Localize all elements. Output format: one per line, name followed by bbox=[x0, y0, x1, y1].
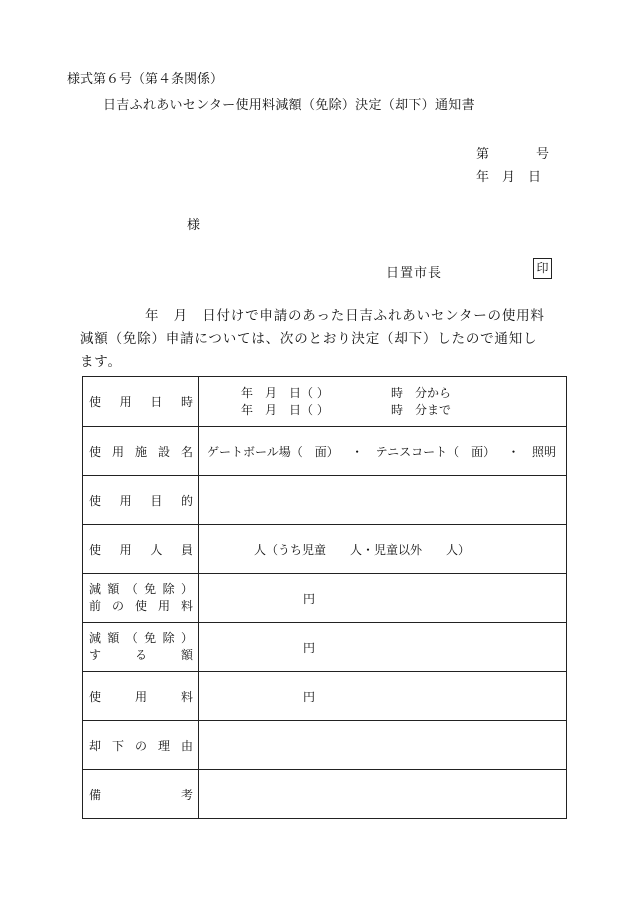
body-line-1: 年 月 日付けで申請のあった日吉ふれあいセンターの使用料 bbox=[145, 308, 545, 324]
facility-lighting[interactable]: 照明 bbox=[531, 444, 556, 459]
label-purpose bbox=[83, 476, 199, 525]
label-char: 用 bbox=[119, 395, 132, 409]
row-usage-datetime bbox=[83, 377, 567, 427]
row-reduction bbox=[83, 623, 567, 672]
label-char: 額 bbox=[180, 648, 193, 662]
label-char: 理 bbox=[157, 738, 170, 753]
label-char: 使 bbox=[89, 689, 102, 704]
label-char: 目 bbox=[150, 493, 163, 508]
label-char: 使 bbox=[89, 542, 102, 557]
label-char: 備 bbox=[89, 787, 102, 802]
label-people bbox=[83, 525, 199, 574]
label-char: ） bbox=[180, 582, 193, 596]
document-number-label: 第 bbox=[476, 147, 490, 162]
row-facility bbox=[83, 427, 567, 476]
document-number-suffix: 号 bbox=[536, 147, 550, 162]
label-char: 名 bbox=[180, 444, 193, 459]
notice-table bbox=[82, 376, 567, 819]
label-char: 使 bbox=[134, 599, 147, 613]
label-char: 却 bbox=[89, 738, 102, 753]
value-purpose[interactable] bbox=[199, 476, 567, 525]
fee-yen: 円 bbox=[303, 689, 316, 704]
spread-text bbox=[89, 688, 193, 705]
label-remarks bbox=[83, 770, 199, 819]
value-fee[interactable] bbox=[199, 672, 567, 721]
value-usage-datetime[interactable] bbox=[199, 377, 567, 427]
label-fee bbox=[83, 672, 199, 721]
spread-text bbox=[89, 786, 193, 803]
label-char: 額 bbox=[107, 582, 120, 596]
label-char: 日 bbox=[150, 395, 163, 409]
label-char: 減 bbox=[89, 631, 102, 645]
label-char: す bbox=[89, 648, 102, 662]
row-pre-fee bbox=[83, 574, 567, 623]
notice-body bbox=[80, 305, 566, 374]
row-purpose bbox=[83, 476, 567, 525]
label-char: の bbox=[111, 599, 124, 613]
reduction-yen: 円 bbox=[303, 640, 316, 655]
label-char: 用 bbox=[111, 444, 124, 459]
label-pre-fee bbox=[83, 574, 199, 623]
label-char: 的 bbox=[180, 493, 193, 508]
label-char: 使 bbox=[89, 444, 102, 459]
row-rejection-reason bbox=[83, 721, 567, 770]
spread-text bbox=[89, 393, 193, 410]
label-char: 人 bbox=[150, 542, 163, 557]
label-char: 用 bbox=[119, 493, 132, 508]
label-rejection-reason bbox=[83, 721, 199, 770]
usage-start-date: 年 月 日（ ） bbox=[241, 385, 329, 400]
label-char: 員 bbox=[180, 542, 193, 557]
label-char: 免 bbox=[144, 631, 157, 645]
label-usage-datetime bbox=[83, 377, 199, 427]
label-char: 額 bbox=[107, 631, 120, 645]
value-rejection-reason[interactable] bbox=[199, 721, 567, 770]
usage-end-time: 時 分まで bbox=[391, 402, 452, 417]
label-char: 除 bbox=[162, 631, 175, 645]
label-char: 減 bbox=[89, 582, 102, 596]
body-line-3: ます。 bbox=[80, 354, 122, 370]
label-char: 用 bbox=[157, 599, 170, 613]
spread-text bbox=[89, 647, 193, 664]
sender-title: 日置市長 bbox=[386, 266, 443, 281]
facility-gateball[interactable]: ゲートボール場（ 面） bbox=[207, 444, 339, 459]
issue-date: 年 月 日 bbox=[476, 170, 542, 185]
form-number: 様式第６号（第４条関係） bbox=[67, 72, 224, 87]
spread-text bbox=[89, 492, 193, 509]
spread-text bbox=[89, 581, 193, 598]
spread-text bbox=[89, 598, 193, 615]
value-facility[interactable] bbox=[199, 427, 567, 476]
label-char: る bbox=[134, 648, 147, 662]
label-reduction bbox=[83, 623, 199, 672]
row-fee bbox=[83, 672, 567, 721]
document-title: 日吉ふれあいセンター使用料減額（免除）決定（却下）通知書 bbox=[103, 98, 475, 113]
label-char: 下 bbox=[111, 738, 124, 753]
row-people bbox=[83, 525, 567, 574]
facility-tennis-court[interactable]: テニスコート（ 面） bbox=[375, 444, 496, 459]
label-char: 由 bbox=[180, 738, 193, 753]
value-pre-fee[interactable] bbox=[199, 574, 567, 623]
spread-text bbox=[89, 630, 193, 647]
label-char: 除 bbox=[162, 582, 175, 596]
spread-text bbox=[89, 541, 193, 558]
spread-text bbox=[89, 737, 193, 754]
value-reduction[interactable] bbox=[199, 623, 567, 672]
label-char: 時 bbox=[180, 395, 193, 409]
label-char: 用 bbox=[134, 689, 147, 704]
label-char: 使 bbox=[89, 493, 102, 508]
label-facility bbox=[83, 427, 199, 476]
seal-stamp: 印 bbox=[533, 258, 552, 279]
usage-end-date: 年 月 日（ ） bbox=[241, 402, 329, 417]
row-remarks bbox=[83, 770, 567, 819]
label-char: 用 bbox=[119, 542, 132, 557]
value-people[interactable] bbox=[199, 525, 567, 574]
label-char: （ bbox=[125, 631, 138, 645]
usage-start-time: 時 分から bbox=[391, 385, 452, 400]
label-char: 設 bbox=[157, 444, 170, 459]
label-char: 料 bbox=[180, 689, 193, 704]
label-char: の bbox=[134, 738, 147, 753]
value-remarks[interactable] bbox=[199, 770, 567, 819]
label-char: 施 bbox=[134, 444, 147, 459]
label-char: 使 bbox=[89, 395, 102, 409]
facility-separator: ・ bbox=[507, 444, 520, 459]
label-char: 免 bbox=[144, 582, 157, 596]
facility-separator: ・ bbox=[351, 444, 364, 459]
label-char: 考 bbox=[180, 787, 193, 802]
label-char: ） bbox=[180, 631, 193, 645]
label-char: 料 bbox=[180, 599, 193, 613]
label-char: 前 bbox=[89, 599, 102, 613]
addressee-suffix: 様 bbox=[187, 218, 201, 233]
label-char: （ bbox=[125, 582, 138, 596]
people-count: 人（うち児童 人・児童以外 人） bbox=[254, 542, 471, 557]
spread-text bbox=[89, 443, 193, 460]
body-line-2: 減額（免除）申請については、次のとおり決定（却下）したので通知し bbox=[80, 331, 538, 347]
pre-fee-yen: 円 bbox=[303, 591, 316, 606]
